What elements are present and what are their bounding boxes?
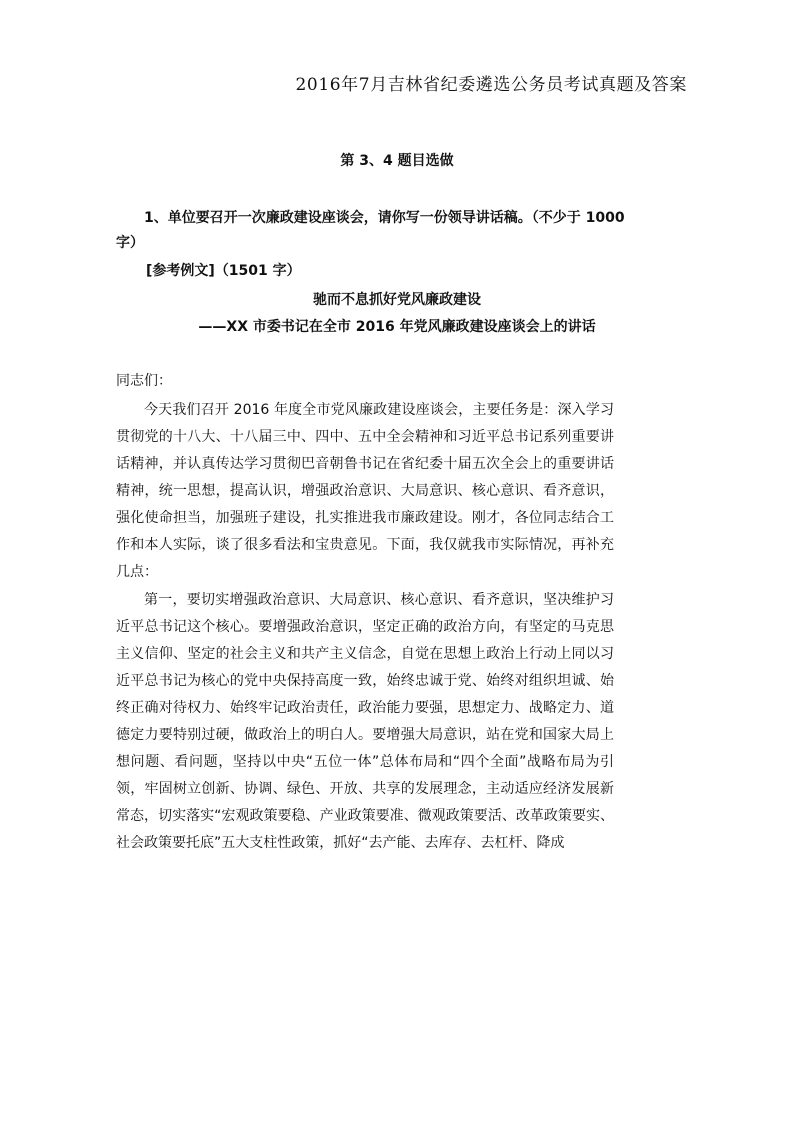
section-title: 第 3、4 题目选做 xyxy=(340,153,454,169)
reference-essay-label: [参考例文]（1501 字） xyxy=(146,263,301,279)
speech-salutation: 同志们： xyxy=(116,373,172,389)
body-paragraph-1: 今天我们召开 2016 年度全市党风廉政建设座谈会，主要任务是：深入学习贯彻党的十八大、十八届三中、四中、五中全会精神和习近平总书记系列重要讲话精神，并认真传达学习贯彻巴音朝鲁书记在省纪委十届五次全会上的重要讲话精神，统一思想，提高认识，增强政治意识、大局意识、核心意识、看齐意识，强化使命担当，加强班子建设，扎实推进我市廉政建设。刚才，各位同志结合工作和本人实际，谈了很多看法和宝贵意见。下面，我仅就我市实际情况，再补充几点： xyxy=(116,402,614,580)
body-paragraph-2: 第一，要切实增强政治意识、大局意识、核心意识、看齐意识，坚决维护习近平总书记这个核心。要增强政治意识，坚定正确的政治方向，有坚定的马克思主义信仰、坚定的社会主义和共产主义信念，自觉在思想上政治上行动上同以习近平总书记为核心的党中央保持高度一致，始终忠诚于党、始终对组织坦诚、始终正确对待权力、始终牢记政治责任，政治能力要强，思想定力、战略定力、道德定力要特别过硬，做政治上的明白人。要增强大局意识，站在党和国家大局上想问题、看问题，坚持以中央“五位一体”总体布局和“四个全面”战略布局为引领，牢固树立创新、协调、绿色、开放、共享的发展理念，主动适应经济发展新常态，切实落实“宏观政策要稳、产业政策要准、微观政策要活、改革政策要实、社会政策要托底”五大支柱性政策，抓好“去产能、去库存、去杠杆、降成 xyxy=(116,592,614,851)
speech-title: 驰而不息抓好党风廉政建设 xyxy=(313,292,481,308)
speech-subtitle: ——XX 市委书记在全市 2016 年党风廉政建设座谈会上的讲话 xyxy=(198,319,596,335)
document-title: 2016年7月吉林省纪委遴选公务员考试真题及答案 xyxy=(295,75,687,95)
question-prompt: 1、单位要召开一次廉政建设座谈会，请你写一份领导讲话稿。（不少于 1000 字） xyxy=(116,210,625,251)
